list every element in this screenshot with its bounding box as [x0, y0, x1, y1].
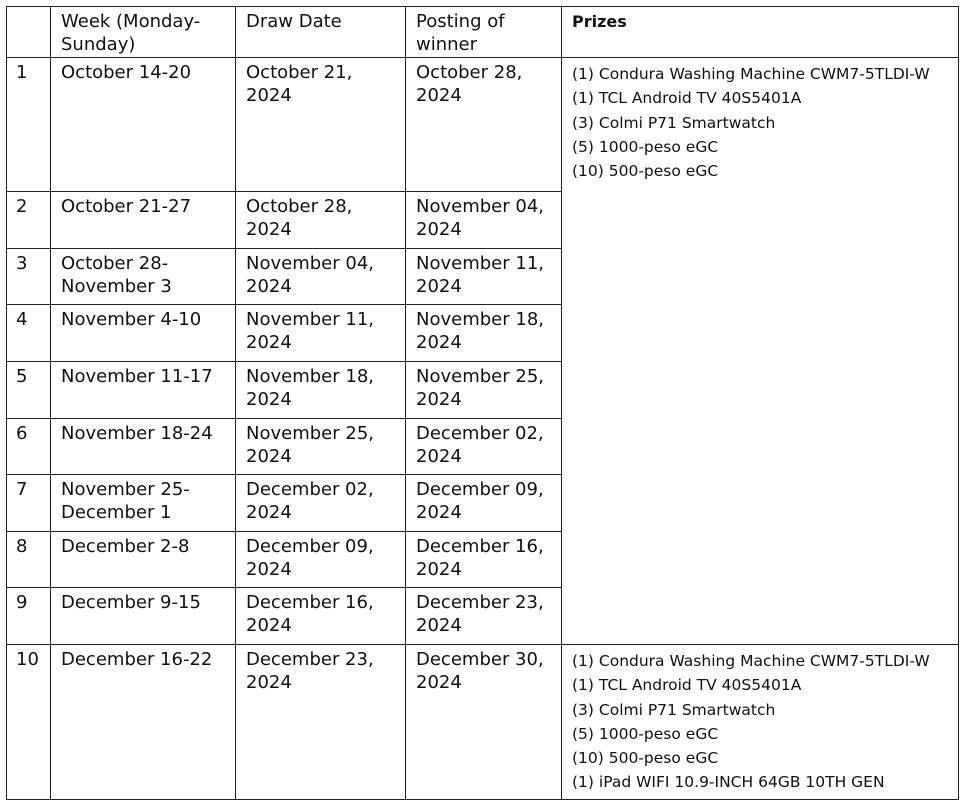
header-posting-label: Posting of winner	[416, 11, 505, 55]
row-posting-date: November 18, 2024	[416, 309, 544, 353]
prize-item: (1) TCL Android TV 40S5401A	[572, 676, 802, 695]
row-draw-date: November 11, 2024	[246, 309, 374, 353]
header-posting	[406, 7, 562, 58]
prize-item: (5) 1000-peso eGC	[572, 724, 719, 743]
header-number	[7, 7, 51, 58]
header-draw-date	[236, 7, 406, 58]
row-number: 8	[16, 536, 28, 557]
row-posting-date: December 09, 2024	[416, 479, 544, 523]
header-week	[51, 7, 236, 58]
row-draw-date: October 21, 2024	[246, 62, 353, 106]
table-header-row	[7, 7, 959, 58]
prize-item: (5) 1000-peso eGC	[572, 137, 719, 156]
header-draw-date-label: Draw Date	[246, 11, 342, 32]
row-posting-date: November 11, 2024	[416, 253, 544, 297]
row-number: 9	[16, 592, 28, 613]
row-posting-date: December 23, 2024	[416, 592, 544, 636]
row-draw-date: October 28, 2024	[246, 196, 353, 240]
row-posting-date: December 02, 2024	[416, 423, 544, 467]
row-posting-date: November 04, 2024	[416, 196, 544, 240]
row-number: 1	[16, 62, 28, 83]
row-week: November 4-10	[61, 309, 202, 330]
prize-item: (1) iPad WIFI 10.9-INCH 64GB 10TH GEN	[572, 773, 885, 792]
row-draw-date: December 09, 2024	[246, 536, 374, 580]
row-week: November 18-24	[61, 423, 213, 444]
header-prizes-label: Prizes	[572, 12, 627, 31]
prizes-cell-week-10	[562, 645, 959, 800]
row-week: December 2-8	[61, 536, 190, 557]
row-draw-date: November 04, 2024	[246, 253, 374, 297]
row-draw-date: December 16, 2024	[246, 592, 374, 636]
prize-item: (1) Condura Washing Machine CWM7-5TLDI-W	[572, 652, 930, 670]
row-number: 10	[16, 649, 39, 670]
row-number: 4	[16, 309, 28, 330]
row-week: November 11-17	[61, 366, 213, 387]
promo-draw-schedule-table	[6, 6, 959, 800]
row-week: October 21-27	[61, 196, 192, 217]
prizes-cell-weeks-1-9	[562, 58, 959, 645]
table-row	[7, 645, 959, 800]
prize-item: (1) TCL Android TV 40S5401A	[572, 89, 802, 108]
row-posting-date: December 16, 2024	[416, 536, 544, 580]
row-week: October 28- November 3	[61, 253, 172, 297]
row-number: 7	[16, 479, 28, 500]
prize-item: (1) Condura Washing Machine CWM7-5TLDI-W	[572, 65, 930, 83]
row-number: 2	[16, 196, 28, 217]
row-posting-date: October 28, 2024	[416, 62, 523, 106]
row-draw-date: November 18, 2024	[246, 366, 374, 410]
row-posting-date: November 25, 2024	[416, 366, 544, 410]
row-week: November 25- December 1	[61, 479, 190, 523]
row-week: December 16-22	[61, 649, 213, 670]
row-draw-date: December 23, 2024	[246, 649, 374, 693]
prize-item: (10) 500-peso eGC	[572, 162, 719, 181]
header-prizes	[562, 7, 959, 58]
row-week: December 9-15	[61, 592, 201, 613]
prize-item: (3) Colmi P71 Smartwatch	[572, 113, 776, 132]
row-draw-date: December 02, 2024	[246, 479, 374, 523]
prize-item: (3) Colmi P71 Smartwatch	[572, 700, 776, 719]
row-draw-date: November 25, 2024	[246, 423, 374, 467]
table-row	[7, 58, 959, 192]
row-posting-date: December 30, 2024	[416, 649, 544, 693]
row-week: October 14-20	[61, 62, 192, 83]
header-week-label: Week (Monday- Sunday)	[61, 11, 201, 55]
row-number: 3	[16, 253, 28, 274]
row-number: 5	[16, 366, 28, 387]
row-number: 6	[16, 423, 28, 444]
prize-item: (10) 500-peso eGC	[572, 749, 719, 768]
